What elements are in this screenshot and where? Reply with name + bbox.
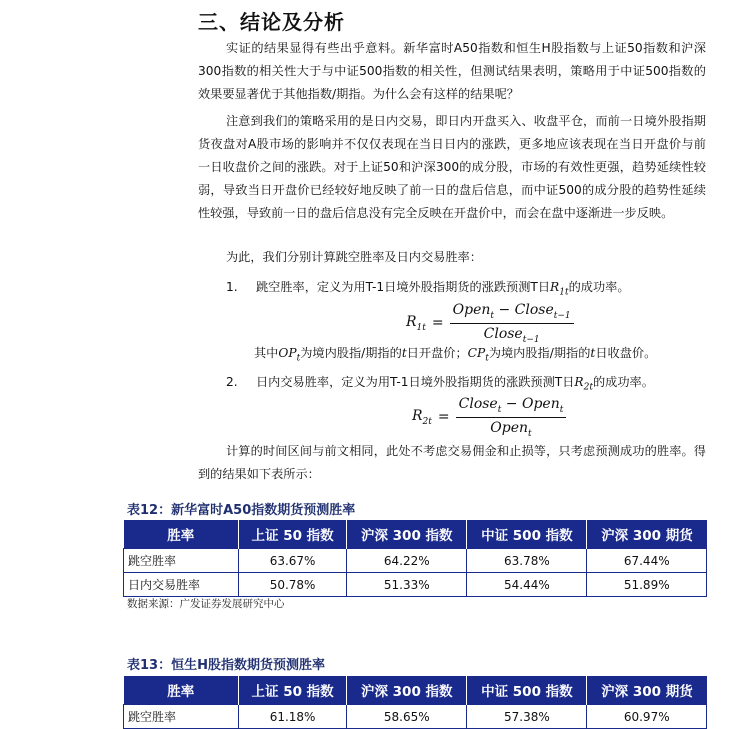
table-row	[124, 573, 707, 597]
list-item-gap-rate	[226, 277, 712, 302]
table-cell: 54.44%	[467, 573, 587, 597]
list-item-intraday-rate	[226, 372, 712, 397]
formula-note: 其中$OP_t$为境内股指/期指的t日开盘价；$CP_t$为境内股指/期指的t日收盘价。	[254, 346, 657, 364]
paragraph-method-intro: 为此，我们分别计算跳空胜率及日内交易胜率：	[226, 250, 482, 264]
paragraph-analysis: 注意到我们的策略采用的是日内交易，即日内开盘买入、收盘平仓，而前一日境外股指期货夜盘对A股市场的影响并不仅仅表现在当日日内的涨跌，更多地应该表现在当日开盘价与前一日收盘价之间的涨跌。对于上证50和沪深300的成分股，市场的有效性更强，趋势延续性较弱，导致当日开盘价已经较好地反映了前一日的盘后信息，而中证500的成分股的趋势性延续性较强，导致前一日的盘后信息没有完全反映在开盘价中，而会在盘中逐渐进一步反映。	[198, 114, 706, 220]
table12	[123, 520, 707, 597]
formula-lhs: $R_{1t}$	[406, 313, 426, 333]
table-header-cell: 沪深 300 期货	[587, 520, 707, 549]
table-cell: 63.78%	[467, 549, 587, 573]
table-cell: 61.18%	[239, 705, 347, 729]
table-header-cell: 中证 500 指数	[467, 676, 587, 705]
list-number: 1.	[226, 280, 238, 294]
table-cell: 跳空胜率	[124, 549, 239, 573]
formula-denominator: Close$_{t-1}$	[483, 325, 540, 345]
table-header-cell: 胜率	[124, 676, 239, 705]
formula-denominator: Open$_t$	[490, 419, 532, 439]
list-var-sub: 2t	[583, 382, 593, 393]
list-text: 跳空胜率，定义为用T-1日境外股指期货的涨跌预测T日	[256, 280, 551, 294]
list-number: 2.	[226, 375, 238, 389]
formula-numerator: Close$_t$ − Open$_t$	[456, 396, 567, 418]
paragraph-calc-note: 计算的时间区间与前文相同，此处不考虑交易佣金和止损等，只考虑预测成功的胜率。得到的结果如下表所示：	[198, 444, 706, 481]
table-header-cell: 上证 50 指数	[239, 520, 347, 549]
table12-title: 表12：新华富时A50指数期货预测胜率	[127, 503, 356, 518]
table-cell: 跳空胜率	[124, 705, 239, 729]
table-cell: 51.33%	[347, 573, 467, 597]
formula-eq: =	[431, 315, 444, 332]
table-header-cell: 胜率	[124, 520, 239, 549]
table-header-cell: 上证 50 指数	[239, 676, 347, 705]
paragraph-results: 实证的结果显得有些出乎意料。新华富时A50指数和恒生H股指数与上证50指数和沪深300指数的相关性大于与中证500指数的相关性，但测试结果表明，策略用于中证500指数的效果要显著优于其他指数/期指。为什么会有这样的结果呢？	[198, 41, 706, 101]
list-text: 日内交易胜率，定义为用T-1日境外股指期货的涨跌预测T日	[256, 375, 575, 389]
table-cell: 63.67%	[239, 549, 347, 573]
table-header-row	[124, 520, 707, 549]
formula-fraction	[450, 302, 574, 345]
table-header-cell: 沪深 300 指数	[347, 520, 467, 549]
table-cell: 57.38%	[467, 705, 587, 729]
formula-eq: =	[437, 409, 450, 426]
table-header-cell: 沪深 300 期货	[587, 676, 707, 705]
formula-lhs: $R_{2t}$	[412, 407, 432, 427]
list-text-end: 的成功率。	[592, 375, 654, 389]
table-cell: 50.78%	[239, 573, 347, 597]
list-var: R	[550, 280, 560, 294]
table-cell: 51.89%	[587, 573, 707, 597]
table-cell: 64.22%	[347, 549, 467, 573]
list-var-sub: 1t	[559, 287, 569, 298]
table13-title: 表13：恒生H股指数期货预测胜率	[127, 658, 325, 673]
table13	[123, 676, 707, 729]
list-text-end: 的成功率。	[568, 280, 630, 294]
table-cell: 日内交易胜率	[124, 573, 239, 597]
formula-fraction	[456, 396, 567, 439]
formula-numerator: Open$_t$ − Close$_{t-1}$	[450, 302, 574, 324]
table-cell: 60.97%	[587, 705, 707, 729]
table-row	[124, 549, 707, 573]
table-cell: 58.65%	[347, 705, 467, 729]
formula-gap-rate	[406, 302, 574, 345]
table-cell: 67.44%	[587, 549, 707, 573]
table-header-row	[124, 676, 707, 705]
table-row	[124, 705, 707, 729]
formula-intraday-rate	[412, 396, 566, 439]
table-header-cell: 沪深 300 指数	[347, 676, 467, 705]
list-var: R	[574, 375, 584, 389]
section-title: 三、结论及分析	[198, 10, 345, 34]
table12-source: 数据来源：广发证券发展研究中心	[127, 598, 285, 610]
table-header-cell: 中证 500 指数	[467, 520, 587, 549]
